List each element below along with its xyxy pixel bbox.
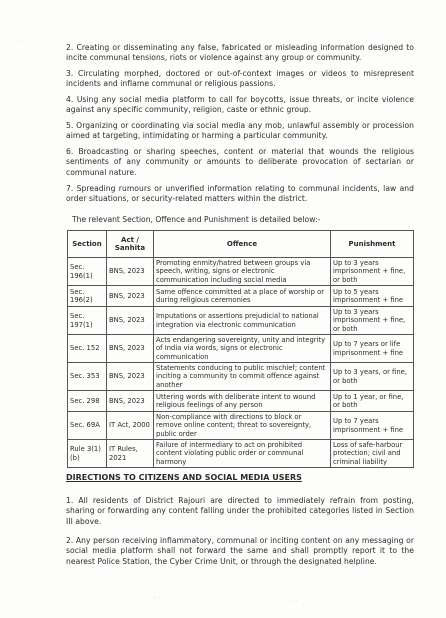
table-row: [68, 412, 414, 440]
cell-punishment: Up to 3 years imprisonment + fine, or both: [331, 258, 414, 286]
prohibition-item-5: 5. Organizing or coordinating via social media any mob, unlawful assembly or procession aimed at targeting, intimidating or harming a particular community.: [66, 121, 414, 141]
cell-punishment: Up to 5 years imprisonment + fine: [331, 286, 414, 307]
cell-act: BNS, 2023: [107, 258, 154, 286]
cell-act: IT Rules, 2021: [107, 440, 154, 468]
table-row: [68, 440, 414, 468]
table-header-row: [68, 231, 414, 258]
cell-act: IT Act, 2000: [107, 412, 154, 440]
scan-speck: · ·: [292, 598, 298, 605]
cell-punishment: Up to 3 years, or fine, or both: [331, 363, 414, 391]
direction-item-1: 1. All residents of District Rajouri are directed to immediately refrain from posting, sharing or forwarding any content falling under the prohibited categories listed in Section III above.: [66, 496, 414, 526]
cell-offence: Non-compliance with directions to block or remove online content; threat to sovereignty, public order: [154, 412, 331, 440]
cell-offence: Uttering words with deliberate intent to wound religious feelings of any person: [154, 391, 331, 412]
table-row: [68, 258, 414, 286]
prohibition-item-6: 6. Broadcasting or sharing speeches, content or material that wounds the religious sentiments of any community or amounts to deliberate provocation of sectarian or communal nature.: [66, 147, 414, 177]
scan-speck: ·: [20, 38, 22, 45]
cell-offence: Promoting enmity/hatred between groups via speech, writing, signs or electronic communication including social media: [154, 258, 331, 286]
cell-offence: Acts endangering sovereignty, unity and integrity of India via words, signs or electronic communication: [154, 335, 331, 363]
prohibition-item-4: 4. Using any social media platform to call for boycotts, issue threats, or incite violence against any specific community, religion, caste or ethnic group.: [66, 95, 414, 115]
cell-section: Sec. 197(1): [68, 307, 107, 335]
header-act: Act / Sanhita: [107, 231, 154, 258]
cell-punishment: Up to 3 years imprisonment + fine, or both: [331, 307, 414, 335]
offence-table: [67, 230, 414, 468]
prohibition-item-7: 7. Spreading rumours or unverified information relating to communal incidents, law and order situations, or security-related matters within the district.: [66, 184, 414, 204]
table-row: [68, 307, 414, 335]
prohibition-item-3: 3. Circulating morphed, doctored or out-of-context images or videos to misrepresent incidents and inflame communal or religious passions.: [66, 69, 414, 89]
cell-section: Sec. 152: [68, 335, 107, 363]
scan-speck: · ' ·: [150, 596, 160, 603]
header-punishment: Punishment: [331, 231, 414, 258]
cell-section: Sec. 69A: [68, 412, 107, 440]
cell-act: BNS, 2023: [107, 363, 154, 391]
header-offence: Offence: [154, 231, 331, 258]
cell-punishment: Up to 7 years imprisonment + fine: [331, 412, 414, 440]
cell-punishment: Loss of safe-harbour protection; civil and criminal liability: [331, 440, 414, 468]
scan-speck: ·: [20, 52, 22, 59]
cell-section: Sec. 353: [68, 363, 107, 391]
table-intro: The relevant Section, Offence and Punishment is detailed below:-: [72, 215, 321, 224]
prohibition-item-2: 2. Creating or disseminating any false, fabricated or misleading information designed to incite communal tensions, riots or violence against any group or community.: [66, 43, 414, 63]
table-row: [68, 363, 414, 391]
cell-offence: Imputations or assertions prejudicial to national integration via electronic communication: [154, 307, 331, 335]
cell-section: Rule 3(1)(b): [68, 440, 107, 468]
table-row: [68, 286, 414, 307]
cell-punishment: Up to 7 years or life imprisonment + fine: [331, 335, 414, 363]
cell-section: Sec. 298: [68, 391, 107, 412]
header-section: Section: [68, 231, 107, 258]
cell-offence: Failure of intermediary to act on prohibited content violating public order or communal harmony: [154, 440, 331, 468]
cell-act: BNS, 2023: [107, 286, 154, 307]
cell-punishment: Up to 1 year, or fine, or both: [331, 391, 414, 412]
direction-item-2: 2. Any person receiving inflammatory, communal or inciting content on any messaging or social media platform shall not forward the same and shall promptly report it to the nearest Police Station, the Cyber Crime Unit, or through the designated helpline.: [66, 536, 414, 566]
table-row: [68, 391, 414, 412]
cell-act: BNS, 2023: [107, 335, 154, 363]
table-row: [68, 335, 414, 363]
directions-heading: DIRECTIONS TO CITIZENS AND SOCIAL MEDIA USERS: [66, 473, 302, 482]
cell-offence: Same offence committed at a place of worship or during religious ceremonies: [154, 286, 331, 307]
cell-act: BNS, 2023: [107, 307, 154, 335]
cell-offence: Statements conducing to public mischief; content inciting a community to commit offence against another: [154, 363, 331, 391]
cell-section: Sec. 196(2): [68, 286, 107, 307]
cell-section: Sec. 196(1): [68, 258, 107, 286]
cell-act: BNS, 2023: [107, 391, 154, 412]
